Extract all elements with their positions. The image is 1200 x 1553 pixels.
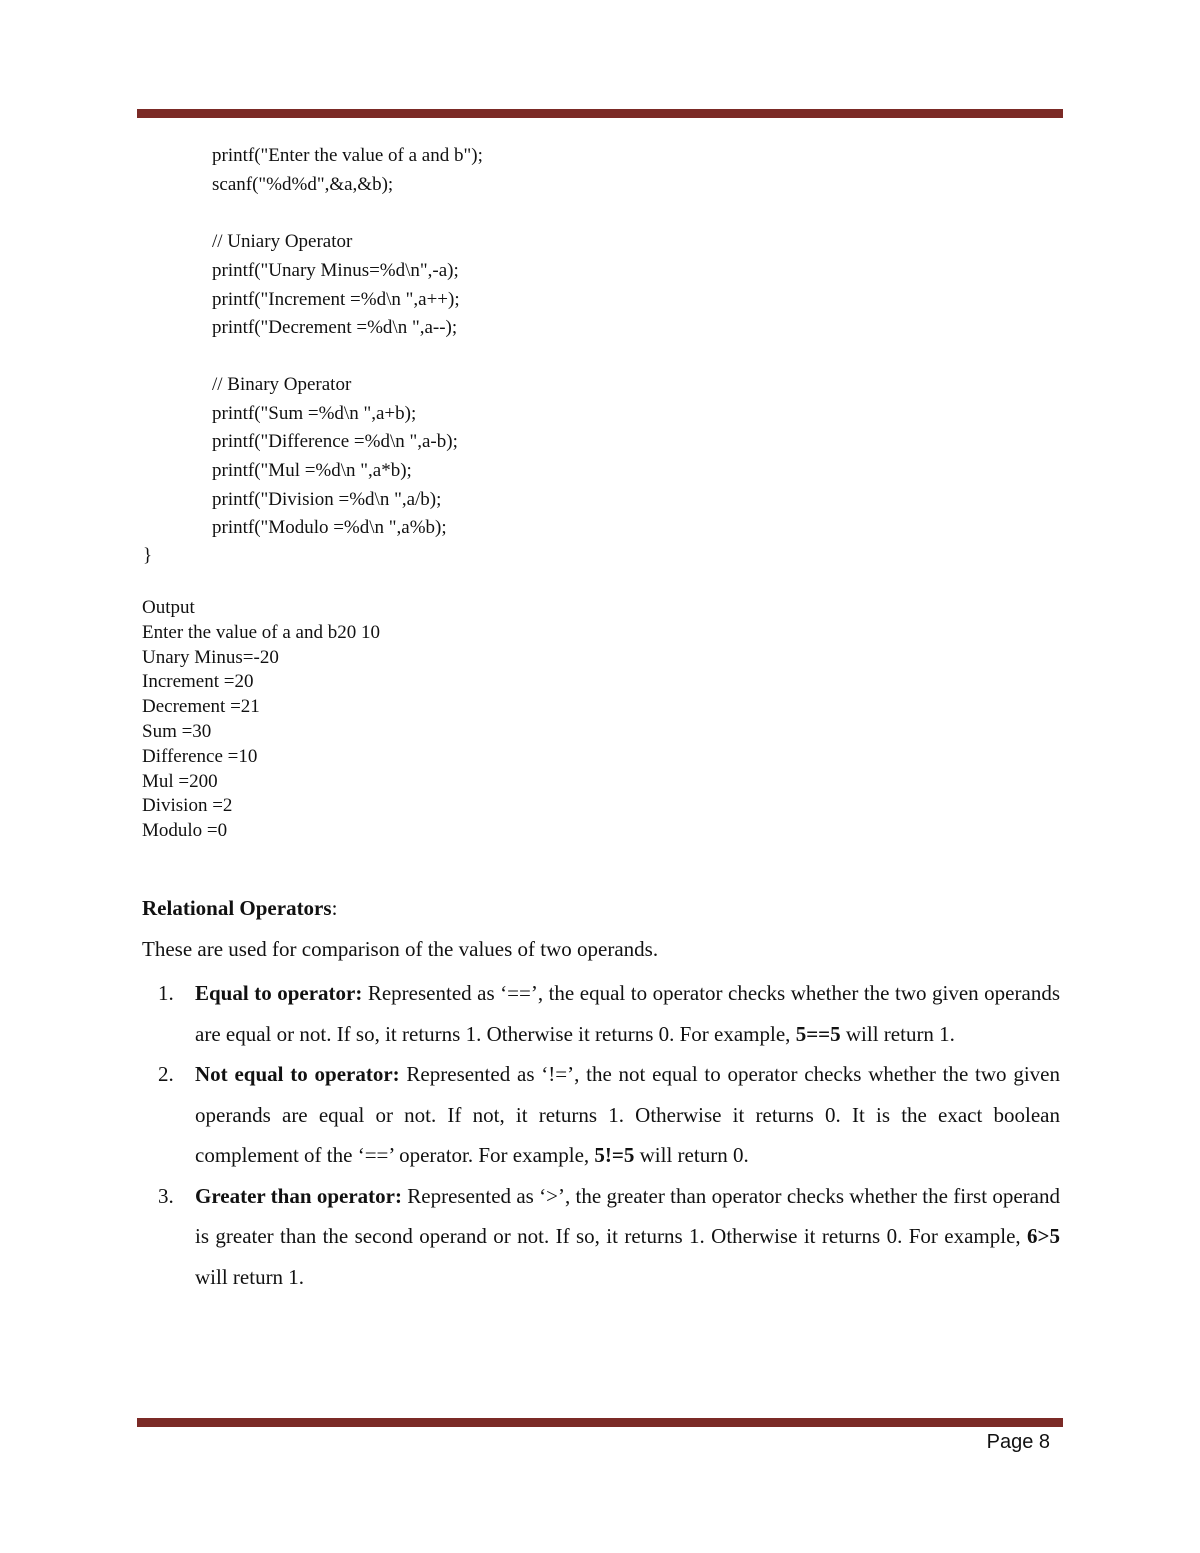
header-rule (137, 109, 1063, 118)
output-line: Increment =20 (142, 671, 254, 693)
code-line: printf("Mul =%d\n ",a*b); (212, 460, 412, 481)
code-line: scanf("%d%d",&a,&b); (212, 174, 394, 195)
list-item-label: Equal to operator: (195, 981, 363, 1005)
list-item-example: 5!=5 (594, 1143, 635, 1167)
list-item-number: 2. (158, 1062, 174, 1086)
code-line: printf("Enter the value of a and b"); (212, 145, 483, 166)
operator-list (142, 973, 1060, 1297)
output-line: Decrement =21 (142, 696, 260, 718)
section-heading-colon: : (331, 896, 338, 920)
code-closing-brace: } (143, 545, 153, 566)
code-line: printf("Difference =%d\n ",a-b); (212, 431, 458, 452)
list-item-label: Greater than operator: (195, 1183, 402, 1208)
code-line: printf("Division =%d\n ",a/b); (212, 489, 442, 510)
list-item (142, 973, 1060, 1054)
list-item (142, 1176, 1060, 1298)
output-line: Difference =10 (142, 745, 258, 767)
list-item-text-end: will return 0. (634, 1143, 749, 1167)
section-intro: These are used for comparison of the values of two operands. (142, 937, 659, 961)
list-item-number: 3. (158, 1183, 174, 1208)
list-item (142, 1054, 1060, 1176)
list-item-example: 5==5 (795, 1021, 841, 1046)
output-line: Enter the value of a and b20 10 (142, 621, 380, 643)
code-line: printf("Sum =%d\n ",a+b); (212, 403, 417, 424)
code-line: printf("Decrement =%d\n ",a--); (212, 317, 458, 338)
output-line: Sum =30 (142, 720, 212, 742)
section-heading-text: Relational Operators (142, 896, 332, 920)
list-item-label: Not equal to operator: (195, 1062, 400, 1086)
code-line: printf("Unary Minus=%d\n",-a); (212, 260, 459, 281)
code-comment: // Uniary Operator (212, 231, 353, 252)
footer-rule (137, 1418, 1063, 1427)
list-item-text-end: will return 1. (840, 1021, 955, 1046)
code-line: printf("Modulo =%d\n ",a%b); (212, 517, 447, 538)
list-item-text: Represented as ‘==’, the equal to operator checks whether the two given operands are equal or not. If so, it returns 1. Otherwise it returns 0. For example, (195, 981, 1060, 1046)
list-item-text-end: will return 1. (195, 1264, 305, 1289)
page-number: Page 8 (986, 1431, 1050, 1453)
output-line: Mul =200 (142, 770, 218, 792)
output-line: Modulo =0 (142, 820, 228, 842)
output-line: Unary Minus=-20 (142, 646, 279, 668)
list-item-example: 6>5 (1027, 1224, 1060, 1248)
code-line: printf("Increment =%d\n ",a++); (212, 289, 460, 310)
list-item-text: Represented as ‘!=’, the not equal to operator checks whether the two given operands are equal or not. If not, it returns 1. Otherwise it returns 0. It is the exact boolean complement of the ‘==’ operator. For example, (195, 1062, 1060, 1167)
list-item-number: 1. (158, 981, 174, 1005)
output-block (142, 596, 380, 844)
code-comment: // Binary Operator (212, 374, 352, 395)
list-item-text: Represented as ‘>’, the greater than operator checks whether the first operand is greater than the second operand or not. If so, it returns 1. Otherwise it returns 0. For example, (195, 1183, 1060, 1248)
output-title: Output (142, 597, 195, 618)
output-line: Division =2 (142, 795, 233, 817)
section-heading (142, 893, 337, 923)
